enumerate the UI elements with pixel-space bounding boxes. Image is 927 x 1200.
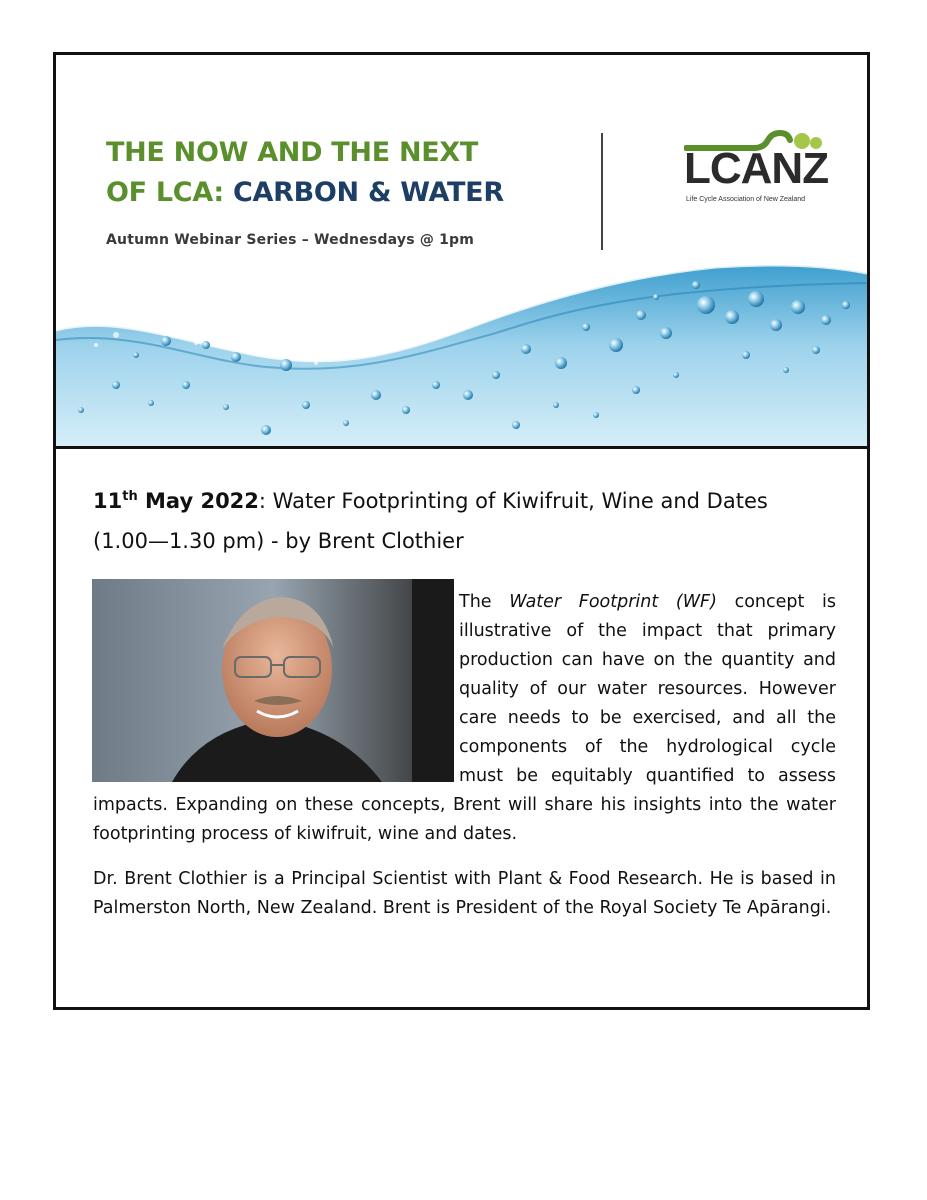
bio-paragraph-2: Dr. Brent Clothier is a Principal Scientist with Plant & Food Research. He is based in Palmerston North, New Zealand. Brent is President of the Royal Society Te Apārangi. — [93, 869, 836, 918]
title-line-2-blue: CARBON & WATER — [233, 177, 504, 208]
vertical-divider — [601, 133, 603, 250]
title-line-2-green: OF LCA: — [106, 177, 234, 208]
logo-subtitle: Life Cycle Association of New Zealand — [686, 196, 806, 203]
water-wave-image — [56, 245, 867, 447]
banner-title — [106, 133, 504, 213]
speaker-bio — [93, 588, 836, 923]
banner — [56, 55, 867, 447]
section-divider — [56, 446, 867, 449]
event-time-speaker: (1.00—1.30 pm) - by Brent Clothier — [93, 529, 464, 553]
bio-paragraph-1: The Water Footprint (WF) concept is illustrative of the impact that primary production can have on the quantity and quality of our water resources. However care needs to be exercised, and all the components of the hydrological cycle must be equitably quantified to assess impacts. Expanding on these concepts, Brent will share his insights into the water footprinting process of kiwifruit, wine and dates. — [93, 592, 836, 844]
event-date — [93, 489, 259, 513]
logo-wordmark: LCANZ — [684, 144, 829, 193]
water-footprint-term: Water Footprint (WF) — [509, 592, 717, 612]
webinar-flyer — [53, 52, 870, 1010]
lcanz-logo — [684, 130, 829, 210]
event-day: 11 — [93, 489, 123, 513]
event-title: : Water Footprinting of Kiwifruit, Wine and Dates — [258, 489, 768, 513]
series-subtitle: Autumn Webinar Series – Wednesdays @ 1pm — [106, 232, 475, 248]
event-heading — [93, 481, 853, 561]
event-month-year: May 2022 — [137, 489, 259, 513]
title-line-1: THE NOW AND THE NEXT — [106, 137, 479, 168]
event-day-suffix: th — [122, 489, 138, 504]
